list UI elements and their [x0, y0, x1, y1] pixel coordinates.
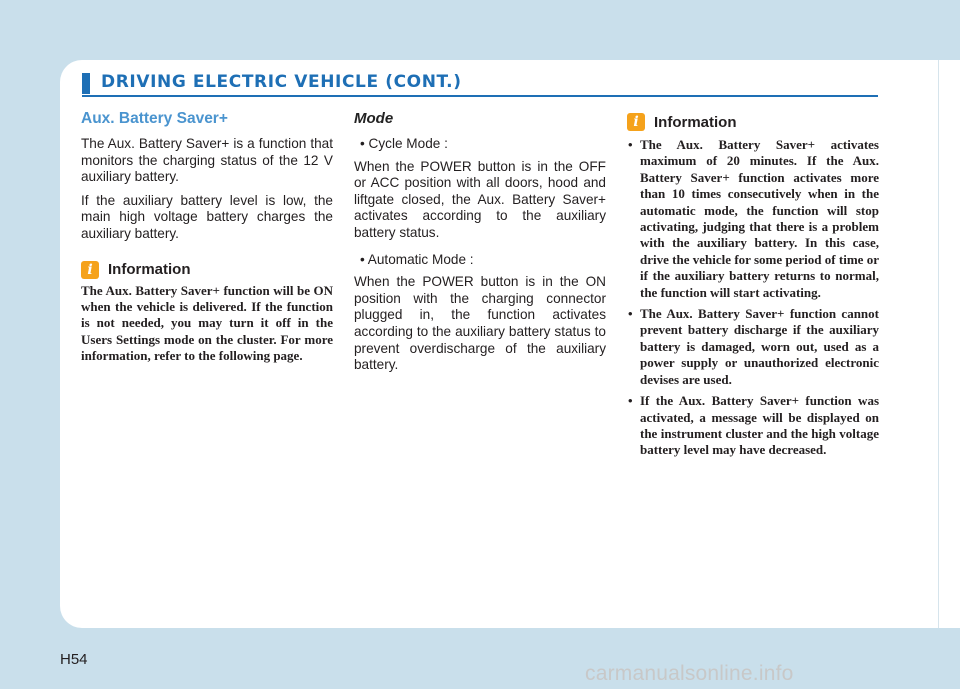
information-list: [627, 137, 879, 459]
cycle-mode-label: • Cycle Mode :: [360, 136, 448, 151]
list-item: • If the Aux. Battery Saver+ function was activated, a message will be displayed on the instrument cluster and the high voltage battery level may have decreased.: [627, 393, 879, 459]
right-margin-rule: [938, 60, 939, 628]
automatic-mode-label: • Automatic Mode :: [360, 251, 474, 267]
header-underline: [82, 95, 878, 97]
aux-battery-saver-heading: Aux. Battery Saver+: [81, 110, 228, 127]
information-label-right: Information: [654, 113, 737, 131]
information-text: The Aux. Battery Saver+ function will be ON when the vehicle is delivered. If the function is not needed, you may turn it off in the Users Settings mode on the cluster. For more information, refer to the following page.: [81, 282, 333, 364]
left-column: [81, 110, 333, 365]
information-header: [81, 261, 333, 279]
section-header-title: DRIVING ELECTRIC VEHICLE (CONT.): [101, 72, 462, 92]
low-battery-paragraph: If the auxiliary battery level is low, the main high voltage battery charges the auxiliary battery.: [81, 192, 333, 241]
mode-heading: Mode: [354, 110, 394, 127]
middle-column: [354, 110, 606, 381]
page-number: H54: [60, 651, 88, 668]
automatic-mode-text: When the POWER button is in the ON position with the charging connector plugged in, the function activates according to the auxiliary battery status to prevent overdischarge of the auxiliary battery.: [354, 274, 606, 373]
cycle-mode-text: When the POWER button is in the OFF or ACC position with all doors, hood and liftgate closed, the Aux. Battery Saver+ activates according to the auxiliary battery status.: [354, 158, 606, 240]
info-icon: i: [627, 113, 645, 131]
information-label: Information: [108, 261, 191, 279]
info-icon: i: [81, 261, 99, 279]
header-accent-bar: [82, 73, 90, 94]
watermark-text: carmanualsonline.info: [585, 662, 794, 685]
information-box-left: [81, 261, 333, 365]
intro-paragraph: The Aux. Battery Saver+ is a function that monitors the charging status of the 12 V auxiliary battery.: [81, 136, 333, 185]
information-header-right: [627, 113, 879, 131]
list-item: • The Aux. Battery Saver+ activates maximum of 20 minutes. If the Aux. Battery Saver+ function activates more than 10 times consecutively when in the automatic mode, the function will stop activating, judging that there is a problem with the auxiliary battery. In this case, drive the vehicle for some period of time or if the auxiliary battery returns to normal, the function will start activating.: [627, 137, 879, 301]
list-item: • The Aux. Battery Saver+ function cannot prevent battery discharge if the auxiliary battery is damaged, worn out, used as a power supply or unauthorized electronic devises are used.: [627, 306, 879, 388]
right-column: [627, 113, 879, 464]
